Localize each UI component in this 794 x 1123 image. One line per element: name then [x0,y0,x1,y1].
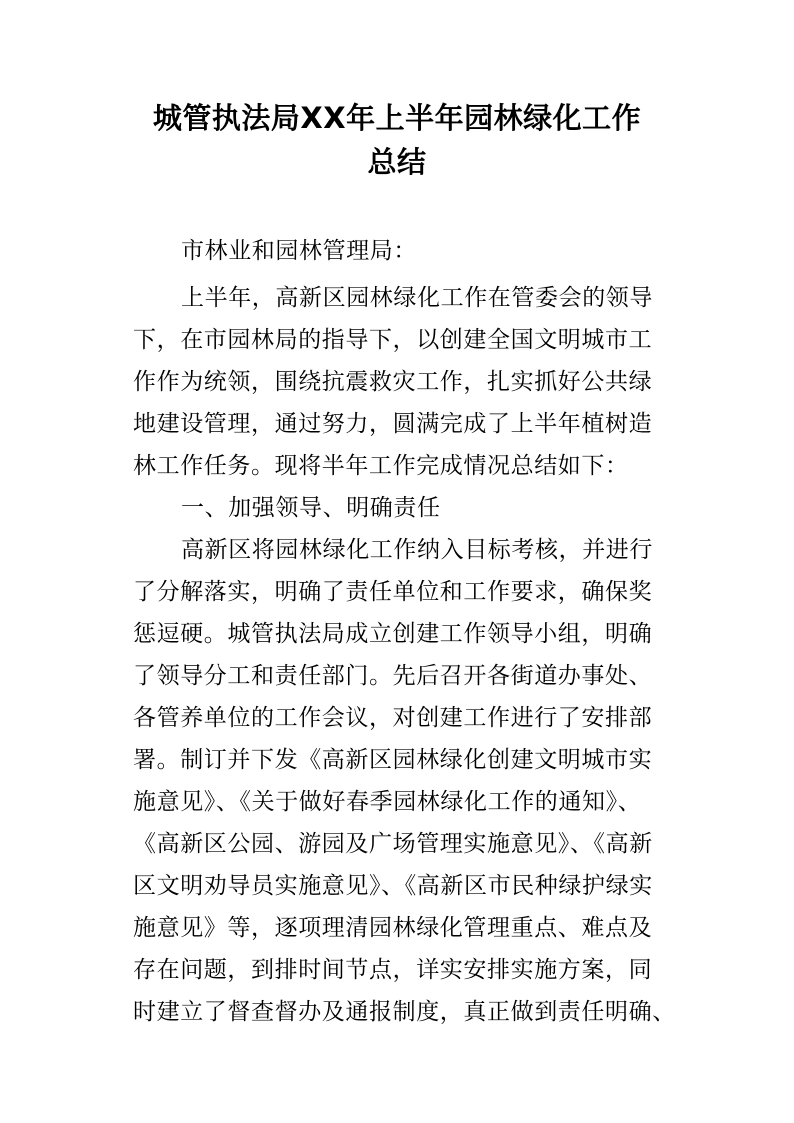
paragraph-line: 高新区将园林绿化工作纳入目标考核，并进行 [181,537,653,563]
paragraph-line: 林工作任务。现将半年工作完成情况总结如下： [133,453,629,479]
paragraph-line: 了分解落实，明确了责任单位和工作要求，确保奖 [133,579,653,605]
paragraph-line: 施意见》等，逐项理清园林绿化管理重点、难点及 [133,915,653,941]
salutation: 市林业和园林管理局： [181,238,417,264]
paragraph-line: 各管养单位的工作会议，对创建工作进行了安排部 [133,705,653,731]
paragraph-line: 时建立了督查督办及通报制度，真正做到责任明确、 [133,999,676,1025]
paragraph-line: 区文明劝导员实施意见》、《高新区市民种绿护绿实 [133,873,653,899]
document-title-line-1: 城管执法局XX年上半年园林绿化工作 [152,101,642,135]
paragraph-line: 署。制订并下发《高新区园林绿化创建文明城市实 [133,747,653,773]
document-title-line-2: 总结 [367,145,427,179]
paragraph-line: 惩逗硬。城管执法局成立创建工作领导小组，明确 [133,621,653,647]
paragraph-line: 《高新区公园、游园及广场管理实施意见》、《高新 [133,831,653,857]
paragraph-line: 下，在市园林局的指导下，以创建全国文明城市工 [133,327,653,353]
paragraph-line: 存在问题，到排时间节点，详实安排实施方案，同 [133,957,653,983]
paragraph-line: 了领导分工和责任部门。先后召开各街道办事处、 [133,663,653,689]
section-heading: 一、加强领导、明确责任 [181,495,441,521]
paragraph-line: 地建设管理，通过努力，圆满完成了上半年植树造 [133,411,653,437]
paragraph-line: 上半年，高新区园林绿化工作在管委会的领导 [181,285,653,311]
paragraph-line: 施意见》、《关于做好春季园林绿化工作的通知》、 [133,789,642,815]
paragraph-line: 作作为统领，围绕抗震救灾工作，扎实抓好公共绿 [133,369,653,395]
